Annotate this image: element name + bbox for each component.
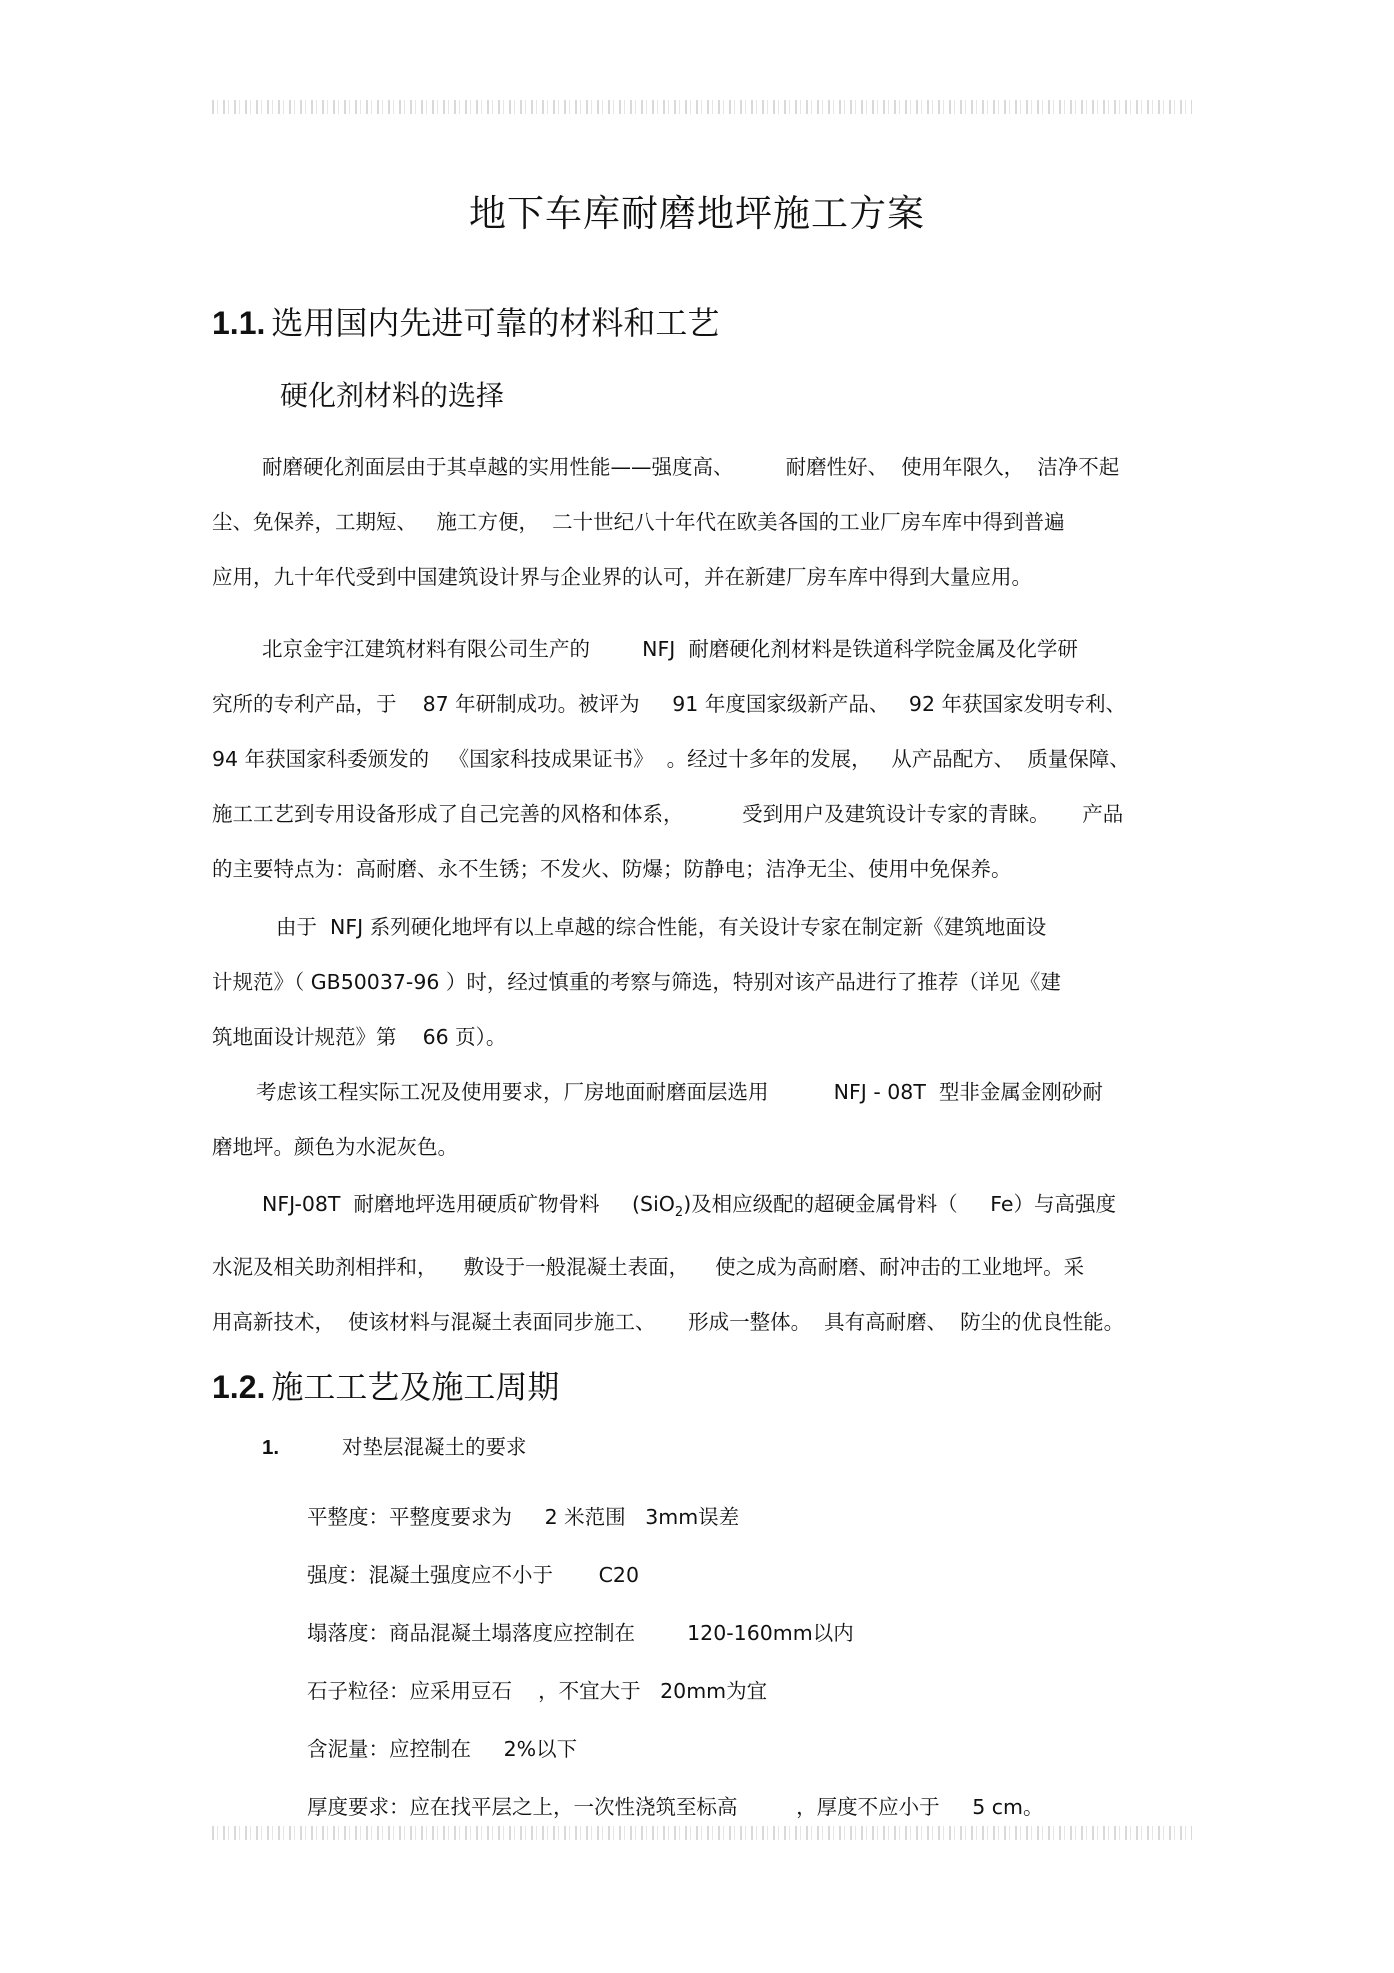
document-title: 地下车库耐磨地坪施工方案 [469,192,925,235]
paragraph-line: 施工工艺到专用设备形成了自己完善的风格和体系， 受到用户及建筑设计专家的青睐。 产品 [212,802,1124,826]
paragraph-line: 94 年获国家科委颁发的 《国家科技成果证书》 。经过十多年的发展， 从产品配方、 质量保障、 [212,747,1130,771]
paragraph-line: 计规范》（ GB50037-96 ）时，经过慎重的考察与筛选，特别对该产品进行了推荐（详见《建 [212,970,1061,994]
requirement-slump: 塌落度：商品混凝土塌落度应控制在 120-160mm以内 [307,1621,854,1645]
paragraph-1 [212,440,1192,605]
paragraph-line: 水泥及相关助剂相拌和， 敷设于一般混凝土表面， 使之成为高耐磨、耐冲击的工业地坪。采 [212,1255,1085,1280]
para5-text-b: )及相应级配的超硬金属骨料（ Fe）与高强度 [683,1192,1117,1216]
item-title: 对垫层混凝土的要求 [342,1435,527,1459]
paragraph-line: 筑地面设计规范》第 66 页）。 [212,1025,507,1049]
paragraph-line [212,1177,1192,1240]
header-scan-noise [212,100,1192,114]
paragraph-line: 磨地坪。颜色为水泥灰色。 [212,1135,458,1159]
requirements-heading [262,1430,527,1460]
subscript-2: 2 [674,1205,684,1221]
section-1-1-title: 选用国内先进可靠的材料和工艺 [271,304,720,342]
section-1-1-heading [212,298,719,344]
paragraph-4 [212,1065,1192,1175]
paragraph-line: 应用，九十年代受到中国建筑设计界与企业界的认可，并在新建厂房车库中得到大量应用。 [212,565,1032,589]
paragraph-line: 用高新技术， 使该材料与混凝土表面同步施工、 形成一整体。 具有高耐磨、 防尘的优良性能。 [212,1310,1125,1335]
requirements-list [307,1488,1044,1836]
paragraph-line: 究所的专利产品，于 87 年研制成功。被评为 91 年度国家级新产品、 92 年获国家发明专利、 [212,692,1126,716]
requirement-thickness: 厚度要求：应在找平层之上，一次性浇筑至标高 ，厚度不应小于 5 cm。 [307,1795,1044,1819]
paragraph-line: 考虑该工程实际工况及使用要求，厂房地面耐磨面层选用 NFJ - 08T 型非金属金刚砂耐 [256,1080,1103,1104]
paragraph-5 [212,1177,1192,1350]
subsection-heading: 硬化剂材料的选择 [280,379,505,412]
paragraph-3 [212,900,1192,1065]
paragraph-line: 耐磨硬化剂面层由于其卓越的实用性能——强度高、 耐磨性好、 使用年限久， 洁净不起 [262,455,1120,479]
paragraph-line: 北京金宇江建筑材料有限公司生产的 NFJ 耐磨硬化剂材料是铁道科学院金属及化学研 [262,637,1078,661]
section-1-1-number: 1.1. [212,305,266,341]
paragraph-line: 的主要特点为：高耐磨、永不生锈；不发火、防爆；防静电；洁净无尘、使用中免保养。 [212,857,1012,881]
para5-text-a: NFJ-08T 耐磨地坪选用硬质矿物骨料 (SiO [262,1192,675,1216]
requirement-flatness: 平整度：平整度要求为 2 米范围 3mm误差 [307,1505,740,1529]
requirement-aggregate-size: 石子粒径：应采用豆石 ，不宜大于 20mm为宜 [307,1679,768,1703]
paragraph-line: 尘、免保养，工期短、 施工方便， 二十世纪八十年代在欧美各国的工业厂房车库中得到普遍 [212,510,1065,534]
requirement-mud-content: 含泥量：应控制在 2%以下 [307,1737,578,1761]
requirement-strength: 强度：混凝土强度应不小于 C20 [307,1563,640,1587]
section-1-2-title: 施工工艺及施工周期 [271,1368,560,1406]
paragraph-2 [212,622,1192,897]
section-1-2-number: 1.2. [212,1369,266,1405]
section-1-2-heading [212,1362,559,1408]
paragraph-line: 由于 NFJ 系列硬化地坪有以上卓越的综合性能，有关设计专家在制定新《建筑地面设 [276,915,1047,939]
footer-scan-noise [212,1826,1192,1840]
item-number: 1. [262,1436,280,1459]
